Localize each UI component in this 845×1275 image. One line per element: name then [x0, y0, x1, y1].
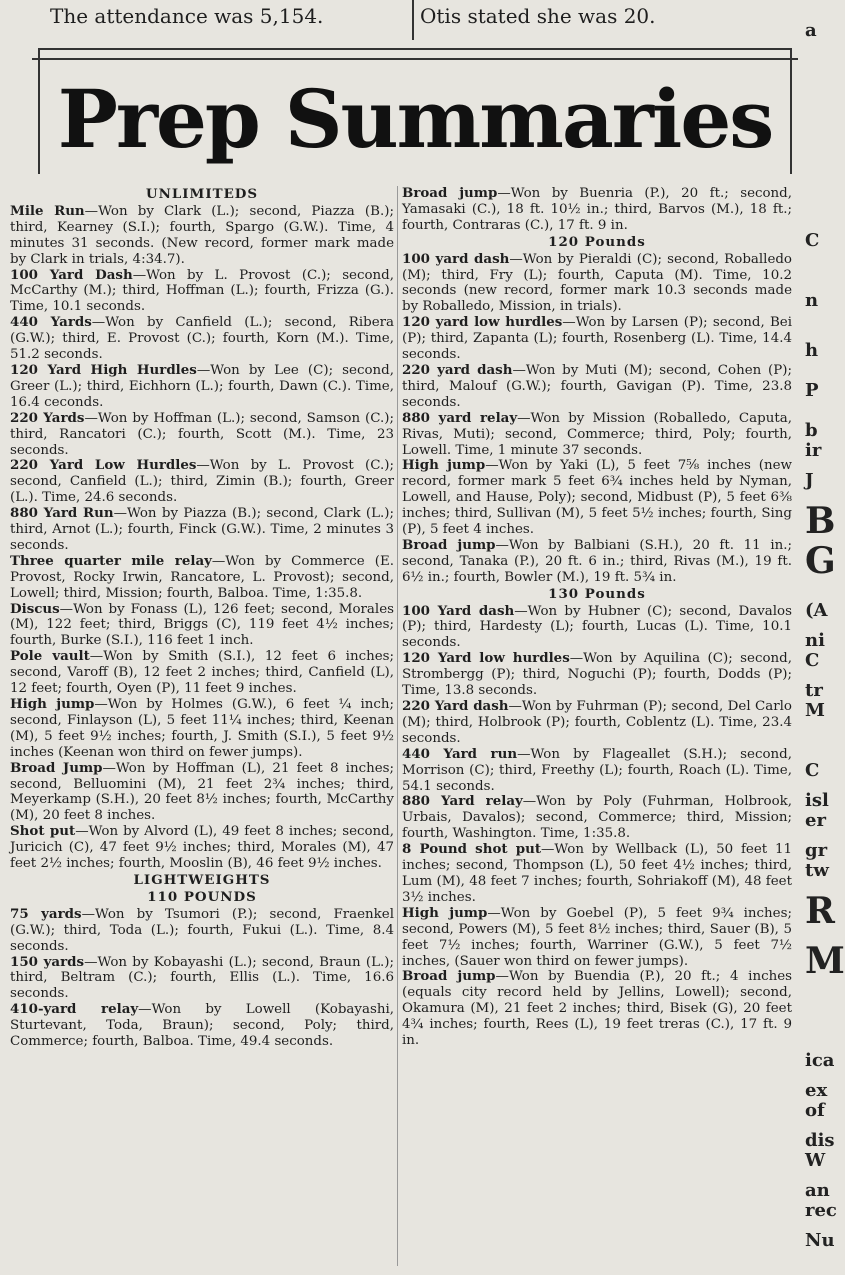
event-result [402, 315, 792, 363]
edge-letter: W [805, 1150, 826, 1171]
event-text: —Won by Lowell (Kobayashi, Sturtevant, Toda, Braun); second, Poly; third, Commerce; fourth, Balboa. Time, 49.4 seconds. [10, 1002, 394, 1050]
event-result [10, 649, 394, 697]
event-result [402, 842, 792, 906]
event-name: Broad jump [402, 968, 496, 985]
section-heading: 120 Pounds [548, 233, 646, 250]
edge-letter: M [805, 700, 825, 721]
event-text: —Won by Alvord (L), 49 feet 8 inches; second, Juricich (C), 47 feet 9½ inches; third, Morales (M), 47 feet 2½ inches; fourth, Mooslin (B), 46 feet 9½ inches. [10, 824, 395, 872]
event-name: 440 Yards [10, 314, 92, 331]
event-text: —Won by Clark (L.); second, Piazza (B.); third, Kearney (S.I.); fourth, Spargo (G.W.). Time, 4 minutes 31 seconds. (New record, former mark made by Clark in trials, 4:34.7). [10, 203, 394, 267]
edge-letter: a [805, 20, 817, 41]
column-rule [397, 186, 398, 1266]
event-name: 120 Yard low hurdles [402, 650, 570, 667]
event-name: High jump [10, 696, 95, 712]
event-result [402, 538, 792, 586]
event-result [402, 604, 792, 652]
edge-letter: P [805, 380, 819, 401]
event-result [402, 363, 792, 411]
event-text: —Won by Lee (C); second, Greer (L.); third, Eichhorn (L.); fourth, Dawn (C.). Time, 16.4 ceconds. [10, 362, 394, 410]
edge-letter: h [805, 340, 819, 361]
event-result [10, 315, 394, 363]
event-text: —Won by L. Provost (C.); second, Canfield (L.); third, Zimin (B.); fourth, Greer (L.). Time, 24.6 seconds. [10, 458, 394, 506]
edge-letter: an [805, 1180, 830, 1201]
event-text: —Won by Canfield (L.); second, Ribera (G.W.); third, E. Provost (C.); fourth, Korn (M.). Time, 51.2 seconds. [10, 315, 395, 363]
event-name: 880 Yard relay [402, 793, 523, 810]
edge-letter: ex [805, 1080, 828, 1101]
edge-letter: C [805, 760, 820, 781]
event-result [10, 955, 394, 1003]
event-name: 220 Yard Low Hurdles [10, 457, 197, 474]
event-result [10, 204, 394, 268]
event-result [402, 252, 792, 316]
event-text: —Won by Larsen (P); second, Bei (P); third, Zapanta (L); fourth, Rosenberg (L). Time, 14.4 seconds. [402, 315, 792, 363]
event-result [10, 907, 394, 955]
event-name: Discus [10, 600, 60, 617]
event-name: 120 Yard High Hurdles [10, 361, 197, 378]
event-result [402, 747, 792, 795]
event-result [10, 602, 394, 650]
event-result [402, 411, 792, 459]
event-result [402, 794, 792, 842]
edge-letter: ni [805, 630, 825, 651]
event-name: Pole vault [10, 648, 90, 665]
event-name: 100 Yard Dash [10, 266, 133, 283]
event-text: —Won by Tsumori (P.); second, Fraenkel (G.W.); third, Toda (L.); fourth, Fukui (L.). Time, 8.4 seconds. [10, 906, 394, 954]
event-name: Three quarter mile relay [10, 552, 212, 569]
event-name: Broad jump [402, 185, 498, 201]
event-text: —Won by Fuhrman (P); second, Del Carlo (M); third, Holbrook (P); fourth, Coblentz (L). Time, 23.4 seconds. [402, 699, 792, 746]
event-text: —Won by Fonass (L), 126 feet; second, Morales (M), 122 feet; third, Briggs (C), 119 feet 4½ inches; fourth, Burke (S.I.), 116 feet 1 inch. [10, 601, 394, 649]
event-text: —Won by L. Provost (C.); second, McCarthy (M.); third, Hoffman (L.); fourth, Frizza (G.). Time, 10.1 seconds. [10, 267, 395, 315]
event-result [10, 1002, 394, 1050]
edge-letter: isl [805, 790, 829, 811]
edge-letter: ir [805, 440, 822, 461]
event-name: 410-yard relay [10, 1001, 139, 1018]
edge-letter: dis [805, 1130, 835, 1151]
edge-letter: R [805, 890, 835, 932]
headline-banner [38, 48, 792, 174]
event-text: —Won by Commerce (E. Provost, Rocky Irwin, Rancatore, L. Provost); second, Lowell; third, Mission; fourth, Balboa. Time, 1:35.8. [10, 553, 394, 601]
event-name: 8 Pound shot put [402, 841, 542, 858]
event-text: —Won by Hoffman (L.); second, Samson (C.); third, Rancatori (C.); fourth, Scott (M.). Time, 23 seconds. [10, 410, 395, 458]
edge-letter: (A [805, 600, 828, 621]
event-result [10, 824, 394, 872]
edge-letter: C [805, 650, 820, 671]
event-text: —Won by Yaki (L), 5 feet 7⅝ inches (new record, former mark 5 feet 6¾ inches held by Nyman, Lowell, and Hause, Poly); second, Midbust (P), 5 feet 6⅜ inches; third, Sullivan (M), 5 feet 5½ inches; fourth, Sing (P), 5 feet 4 inches. [402, 458, 792, 538]
event-text: —Won by Wellback (L), 50 feet 11 inches; second, Thompson (L), 50 feet 4½ inches; third, Lum (M), 48 feet 7 inches; fourth, Sohriakoff (M), 48 feet 3½ inches. [402, 842, 792, 905]
event-name: High jump [402, 457, 486, 474]
headline: Prep Summaries [57, 72, 773, 166]
edge-letter: tr [805, 680, 823, 701]
event-result [402, 651, 792, 699]
event-result [10, 411, 394, 459]
event-text: —Won by Muti (M); second, Cohen (P); third, Malouf (G.W.); fourth, Gavigan (P). Time, 23.8 seconds. [402, 362, 792, 410]
event-result [402, 186, 792, 234]
top-column-divider [412, 0, 414, 40]
event-text: —Won by Balbiani (S.H.), 20 ft. 11 in.; second, Tanaka (P.), 20 ft. 6 in.; third, Rivas (M.), 19 ft. 6½ in.; fourth, Bowler (M.), 19 ft. 5¾ in. [402, 537, 792, 585]
event-text: —Won by Mission (Roballedo, Caputa, Rivas, Muti); second, Commerce; third, Poly; fourth, Lowell. Time, 1 minute 37 seconds. [402, 410, 792, 458]
event-result [10, 363, 394, 411]
edge-letter: B [805, 500, 836, 542]
event-name: Broad Jump [10, 759, 103, 776]
event-text: —Won by Poly (Fuhrman, Holbrook, Urbais, Davalos); second, Commerce; third, Mission; fourth, Washington. Time, 1:35.8. [402, 794, 792, 842]
right-edge-fragment [799, 0, 845, 1275]
edge-letter: G [805, 540, 836, 582]
event-result [402, 699, 792, 747]
event-text: —Won by Buendia (P.), 20 ft.; 4 inches (equals city record held by Jellins, Lowell); second, Okamura (M), 21 feet 2 inches; third, Bisek (G), 20 feet 4¾ inches; fourth, Rees (L), 19 feet treras (C.), 17 ft. 9 in. [402, 969, 792, 1049]
event-text: —Won by Holmes (G.W.), 6 feet ¼ inch; second, Finlayson (L), 5 feet 11¼ inches; third, Keenan (M), 5 feet 9½ inches; fourth, J. Smith (S.I.), 5 feet 9½ inches (Keenan won third on fewer jumps). [10, 697, 394, 760]
edge-letter: of [805, 1100, 825, 1121]
section-heading: 110 POUNDS [147, 888, 257, 905]
event-name: Mile Run [10, 202, 85, 219]
event-name: 880 yard relay [402, 409, 518, 426]
event-result [402, 458, 792, 538]
event-result [10, 268, 394, 316]
event-result [402, 906, 792, 970]
left-column [10, 186, 394, 1050]
edge-letter: Nu [805, 1230, 835, 1251]
event-text: —Won by Goebel (P), 5 feet 9¾ inches; second, Powers (M), 5 feet 8½ inches; third, Sauer (B), 5 feet 7½ inches; fourth, Warriner (G.W.), 5 feet 7½ inches, (Sauer won third on fewer jumps). [402, 905, 792, 969]
top-left-fragment: The attendance was 5,154. [50, 4, 324, 28]
event-name: 75 yards [10, 905, 82, 922]
edge-letter: tw [805, 860, 829, 881]
edge-letter: n [805, 290, 819, 311]
edge-letter: C [805, 230, 820, 251]
event-result [10, 697, 394, 761]
edge-letter: M [805, 940, 845, 982]
edge-letter: gr [805, 840, 828, 861]
edge-letter: J [805, 470, 814, 491]
event-name: 440 Yard run [402, 745, 518, 762]
edge-letter: er [805, 810, 826, 831]
edge-letter: b [805, 420, 818, 441]
event-name: Broad jump [402, 536, 496, 553]
event-text: —Won by Flageallet (S.H.); second, Morrison (C); third, Freethy (L); fourth, Roach (L). Time, 54.1 seconds. [402, 746, 792, 794]
edge-letter: rec [805, 1200, 837, 1221]
event-text: —Won by Hoffman (L), 21 feet 8 inches; second, Belluomini (M), 21 feet 2¾ inches; third, Meyerkamp (S.H.), 20 feet 8½ inches; fourth, McCarthy (M), 20 feet 8 inches. [10, 760, 395, 824]
event-text: —Won by Smith (S.I.), 12 feet 6 inches; second, Varoff (B), 12 feet 2 inches; third, Canfield (L), 12 feet; fourth, Oyen (P), 11 feet 9 inches. [10, 649, 395, 697]
top-right-fragment: Otis stated she was 20. [420, 4, 656, 28]
right-column [402, 186, 792, 1049]
event-name: 220 yard dash [402, 361, 513, 378]
event-name: 100 Yard dash [402, 602, 515, 619]
event-name: 220 Yards [10, 409, 85, 426]
event-text: —Won by Pieraldi (C); second, Roballedo (M); third, Fry (L); fourth, Caputa (M). Time, 10.2 seconds (new record, former mark 10.3 seconds made by Roballedo, Mission, in trials). [402, 251, 792, 315]
section-heading: LIGHTWEIGHTS [133, 871, 271, 888]
event-name: 220 Yard dash [402, 698, 509, 714]
event-name: 150 yards [10, 953, 85, 970]
section-heading: 130 Pounds [548, 585, 646, 602]
edge-letter: ica [805, 1050, 835, 1071]
event-result [402, 969, 792, 1049]
event-name: 880 Yard Run [10, 505, 114, 522]
event-result [10, 554, 394, 602]
section-heading: UNLIMITEDS [145, 186, 259, 202]
event-text: —Won by Aquilina (C); second, Strombergg (P); third, Noguchi (P); fourth, Dodds (P); Time, 13.8 seconds. [402, 651, 792, 699]
event-name: 100 yard dash [402, 250, 510, 267]
event-result [10, 761, 394, 825]
event-result [10, 458, 394, 506]
event-name: Shot put [10, 823, 76, 840]
event-result [10, 506, 394, 554]
event-text: —Won by Kobayashi (L.); second, Braun (L.); third, Beltram (C.); fourth, Ellis (L.). Time, 16.6 seconds. [10, 954, 395, 1002]
event-text: —Won by Hubner (C); second, Davalos (P); third, Hardesty (L); fourth, Lucas (L). Time, 10.1 seconds. [402, 603, 792, 651]
event-text: —Won by Piazza (B.); second, Clark (L.); third, Arnot (L.); fourth, Finck (G.W.). Time, 2 minutes 3 seconds. [10, 506, 394, 553]
event-name: High jump [402, 904, 488, 921]
event-text: —Won by Buenria (P.), 20 ft.; second, Yamasaki (C.), 18 ft. 10½ in.; third, Barvos (M.), 18 ft.; fourth, Contraras (C.), 17 ft. 9 in. [402, 186, 793, 233]
event-name: 120 yard low hurdles [402, 314, 563, 331]
